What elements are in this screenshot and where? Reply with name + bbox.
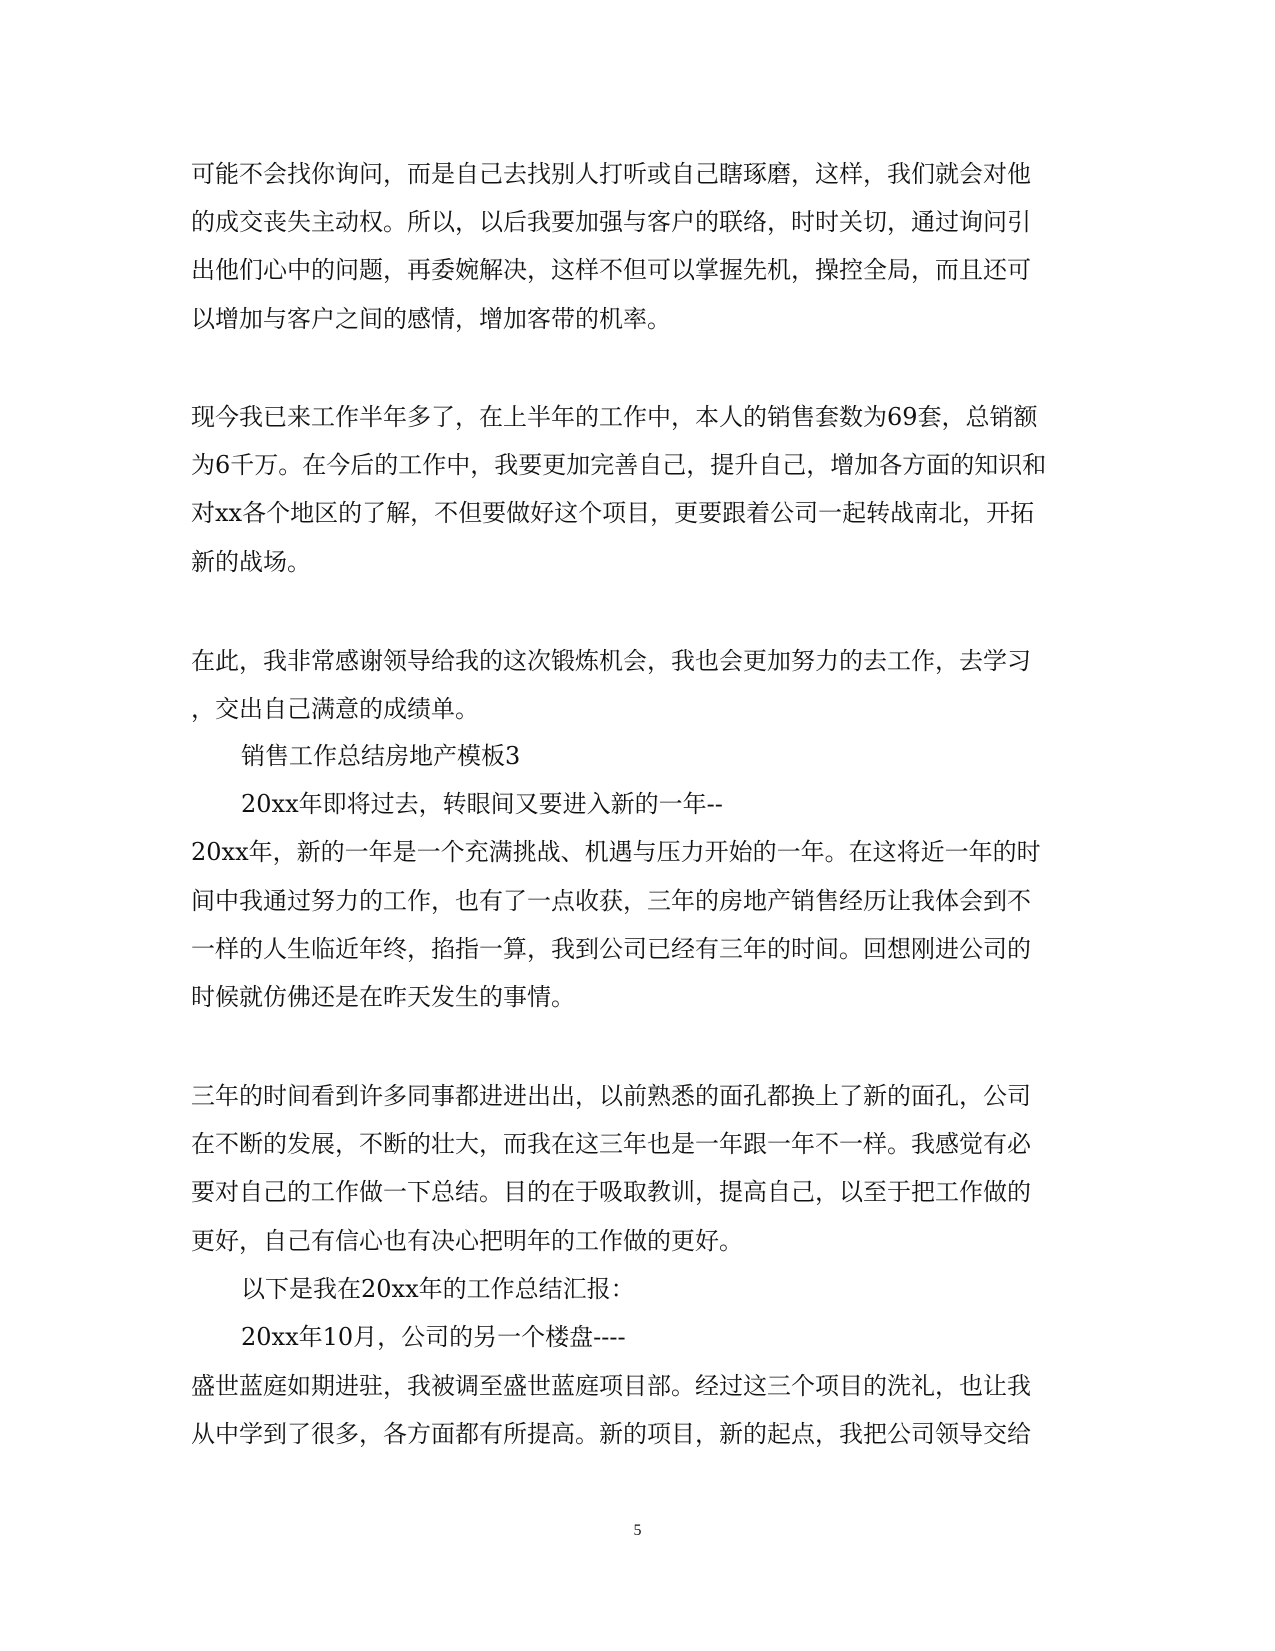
text-line: 20xx年，新的一年是一个充满挑战、机遇与压力开始的一年。在这将近一年的时: [191, 838, 1041, 866]
text-line: 要对自己的工作做一下总结。目的在于吸取教训，提高自己，以至于把工作做的: [191, 1178, 1031, 1206]
text-line: 盛世蓝庭如期进驻，我被调至盛世蓝庭项目部。经过这三个项目的洗礼，也让我: [191, 1372, 1031, 1400]
text-line: 可能不会找你询问，而是自己去找别人打听或自己瞎琢磨，这样，我们就会对他: [191, 160, 1031, 188]
text-line: 三年的时间看到许多同事都进进出出，以前熟悉的面孔都换上了新的面孔，公司: [191, 1082, 1031, 1110]
text-line: 为6千万。在今后的工作中，我要更加完善自己，提升自己，增加各方面的知识和: [191, 451, 1047, 479]
text-line: 对xx各个地区的了解，不但要做好这个项目，更要跟着公司一起转战南北，开拓: [191, 499, 1035, 527]
text-line: 在不断的发展，不断的壮大，而我在这三年也是一年跟一年不一样。我感觉有必: [191, 1130, 1031, 1158]
text-line: 在此，我非常感谢领导给我的这次锻炼机会，我也会更加努力的去工作，去学习: [191, 647, 1031, 675]
text-line: 间中我通过努力的工作，也有了一点收获，三年的房地产销售经历让我体会到不: [191, 887, 1031, 915]
text-line: 更好，自己有信心也有决心把明年的工作做的更好。: [191, 1227, 743, 1255]
text-line: 出他们心中的问题，再委婉解决，这样不但可以掌握先机，操控全局，而且还可: [191, 256, 1031, 284]
text-line: 的成交丧失主动权。所以，以后我要加强与客户的联络，时时关切，通过询问引: [191, 208, 1031, 236]
text-line: ，交出自己满意的成绩单。: [191, 695, 479, 723]
text-line: 时候就仿佛还是在昨天发生的事情。: [191, 983, 575, 1011]
text-line: 以下是我在20xx年的工作总结汇报：: [241, 1275, 635, 1303]
page-number: 5: [633, 1522, 642, 1539]
section-heading: 销售工作总结房地产模板3: [241, 742, 521, 770]
text-line: 现今我已来工作半年多了，在上半年的工作中，本人的销售套数为69套，总销额: [191, 403, 1038, 431]
text-line: 20xx年10月，公司的另一个楼盘----: [241, 1323, 626, 1351]
text-line: 一样的人生临近年终，掐指一算，我到公司已经有三年的时间。回想刚进公司的: [191, 935, 1031, 963]
text-line: 新的战场。: [191, 548, 311, 576]
text-line: 20xx年即将过去，转眼间又要进入新的一年--: [241, 790, 723, 818]
text-line: 以增加与客户之间的感情，增加客带的机率。: [191, 305, 671, 333]
text-line: 从中学到了很多，各方面都有所提高。新的项目，新的起点，我把公司领导交给: [191, 1420, 1031, 1448]
